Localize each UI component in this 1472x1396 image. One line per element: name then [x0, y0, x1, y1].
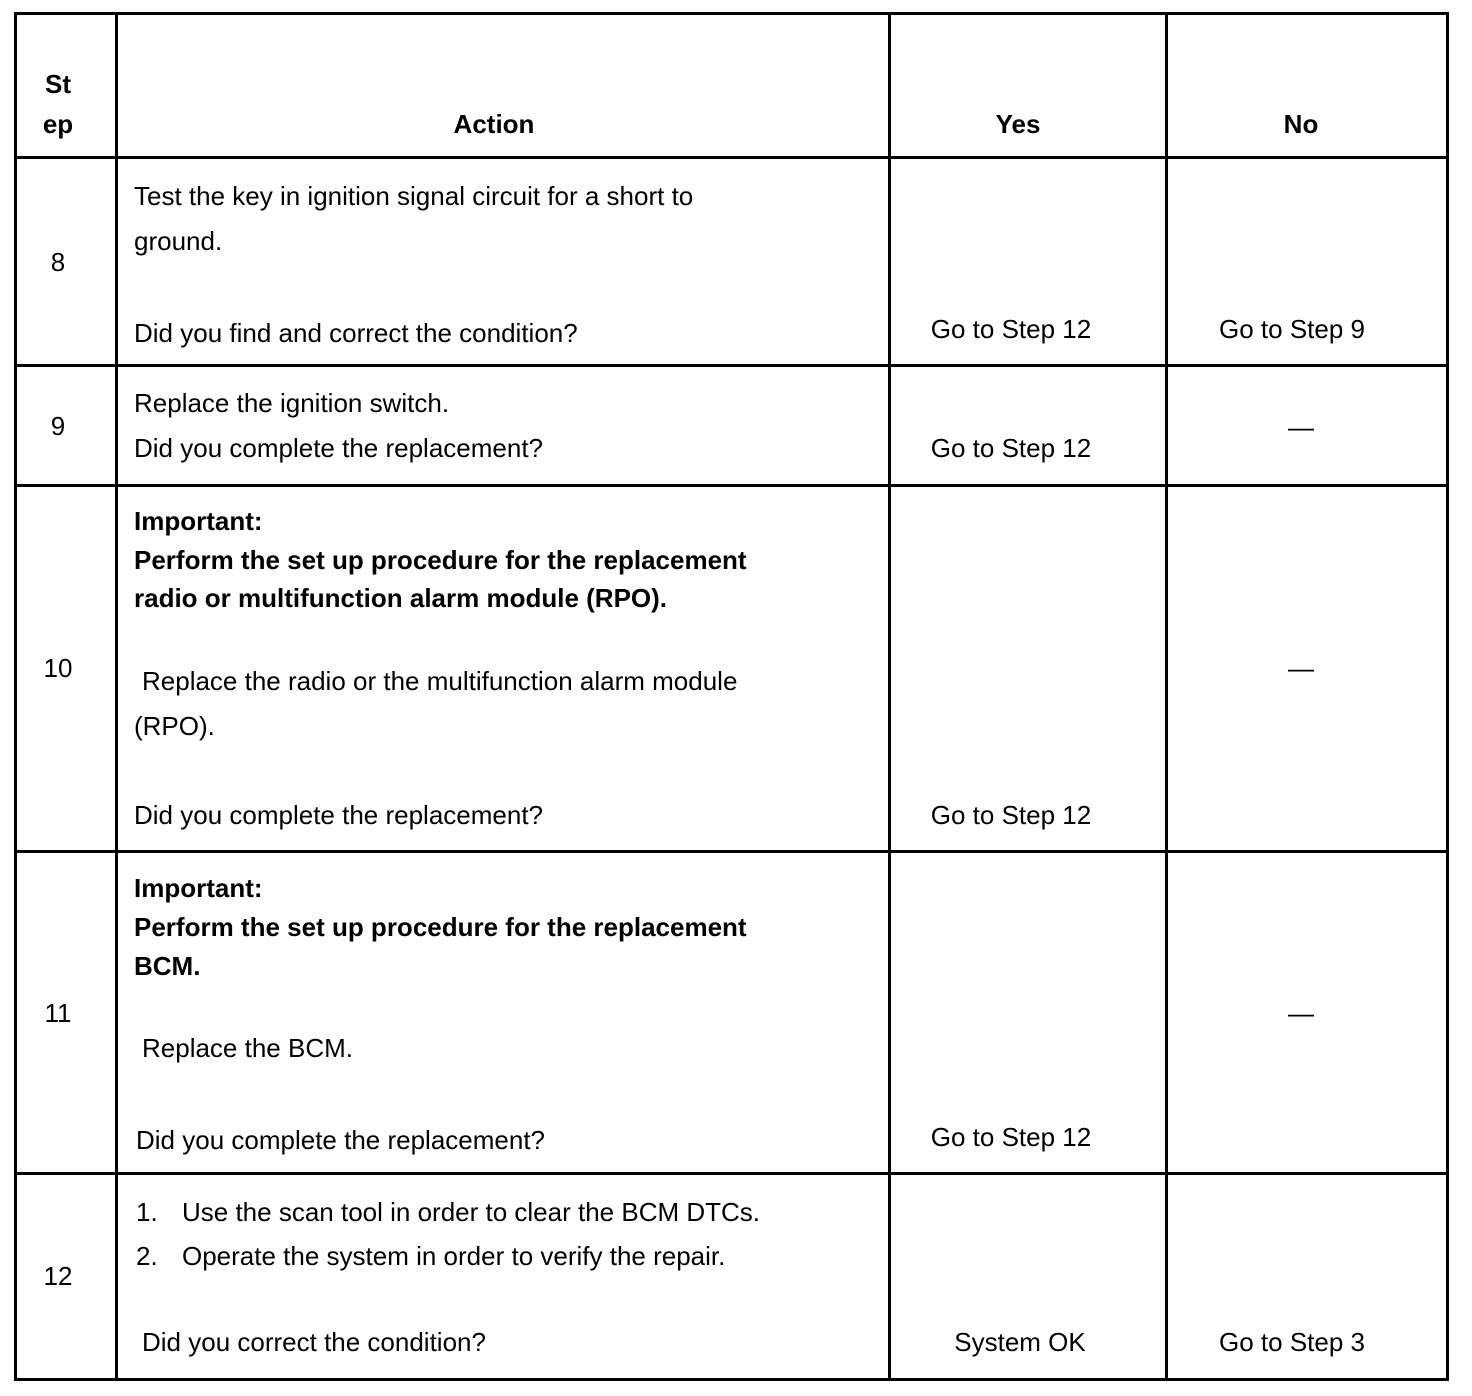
- step-number: 12: [43, 1261, 73, 1291]
- action-question: Did you complete the replacement?: [134, 800, 544, 830]
- important-label: Important:: [134, 873, 263, 903]
- table-border-right: [1446, 12, 1449, 1381]
- important-text: BCM.: [134, 951, 201, 981]
- row-divider: [14, 850, 1449, 853]
- action-text: ground.: [134, 226, 223, 256]
- table-border-left: [14, 12, 17, 1381]
- important-text: Perform the set up procedure for the replacement: [134, 545, 747, 575]
- step-number: 8: [50, 247, 66, 277]
- list-number: 1.: [136, 1197, 158, 1227]
- row-divider: [14, 364, 1449, 367]
- header-divider: [14, 156, 1449, 159]
- list-number: 2.: [136, 1241, 158, 1271]
- important-text: Perform the set up procedure for the replacement: [134, 912, 747, 942]
- yes-result: Go to Step 12: [930, 800, 1092, 830]
- header-action: Action: [453, 109, 535, 139]
- action-question: Did you complete the replacement?: [134, 433, 544, 463]
- yes-result: Go to Step 12: [930, 433, 1092, 463]
- header-step-line2: ep: [42, 109, 74, 139]
- step-number: 9: [50, 411, 66, 441]
- table-border-top: [14, 12, 1449, 15]
- no-result: —: [1288, 412, 1314, 442]
- yes-result: Go to Step 12: [930, 314, 1092, 344]
- action-question: Did you complete the replacement?: [136, 1125, 546, 1155]
- table-border-bottom: [14, 1378, 1449, 1381]
- list-item-text: Use the scan tool in order to clear the BCM DTCs.: [182, 1197, 761, 1227]
- action-text: Replace the BCM.: [142, 1033, 353, 1063]
- no-result: —: [1288, 653, 1314, 683]
- action-text: Replace the radio or the multifunction alarm module: [142, 666, 738, 696]
- action-text: (RPO).: [134, 711, 215, 741]
- important-text: radio or multifunction alarm module (RPO).: [134, 583, 668, 613]
- column-divider: [115, 12, 118, 1381]
- step-number: 10: [43, 653, 73, 683]
- no-result: —: [1288, 998, 1314, 1028]
- diagnostic-table: [14, 12, 1449, 1381]
- header-step-line1: St: [45, 69, 71, 99]
- no-result: Go to Step 3: [1219, 1327, 1365, 1357]
- important-label: Important:: [134, 506, 263, 536]
- row-divider: [14, 484, 1449, 487]
- list-item-text: Operate the system in order to verify the repair.: [182, 1241, 726, 1271]
- row-divider: [14, 1172, 1449, 1175]
- header-no: No: [1283, 109, 1319, 139]
- yes-result: Go to Step 12: [930, 1122, 1092, 1152]
- step-number: 11: [44, 998, 72, 1028]
- action-text: Test the key in ignition signal circuit for a short to: [134, 181, 694, 211]
- header-yes: Yes: [995, 109, 1041, 139]
- action-question: Did you find and correct the condition?: [134, 318, 578, 348]
- no-result: Go to Step 9: [1219, 314, 1365, 344]
- yes-result: System OK: [954, 1327, 1086, 1357]
- column-divider: [1165, 12, 1168, 1381]
- action-text: Replace the ignition switch.: [134, 388, 450, 418]
- action-question: Did you correct the condition?: [142, 1327, 486, 1357]
- column-divider: [888, 12, 891, 1381]
